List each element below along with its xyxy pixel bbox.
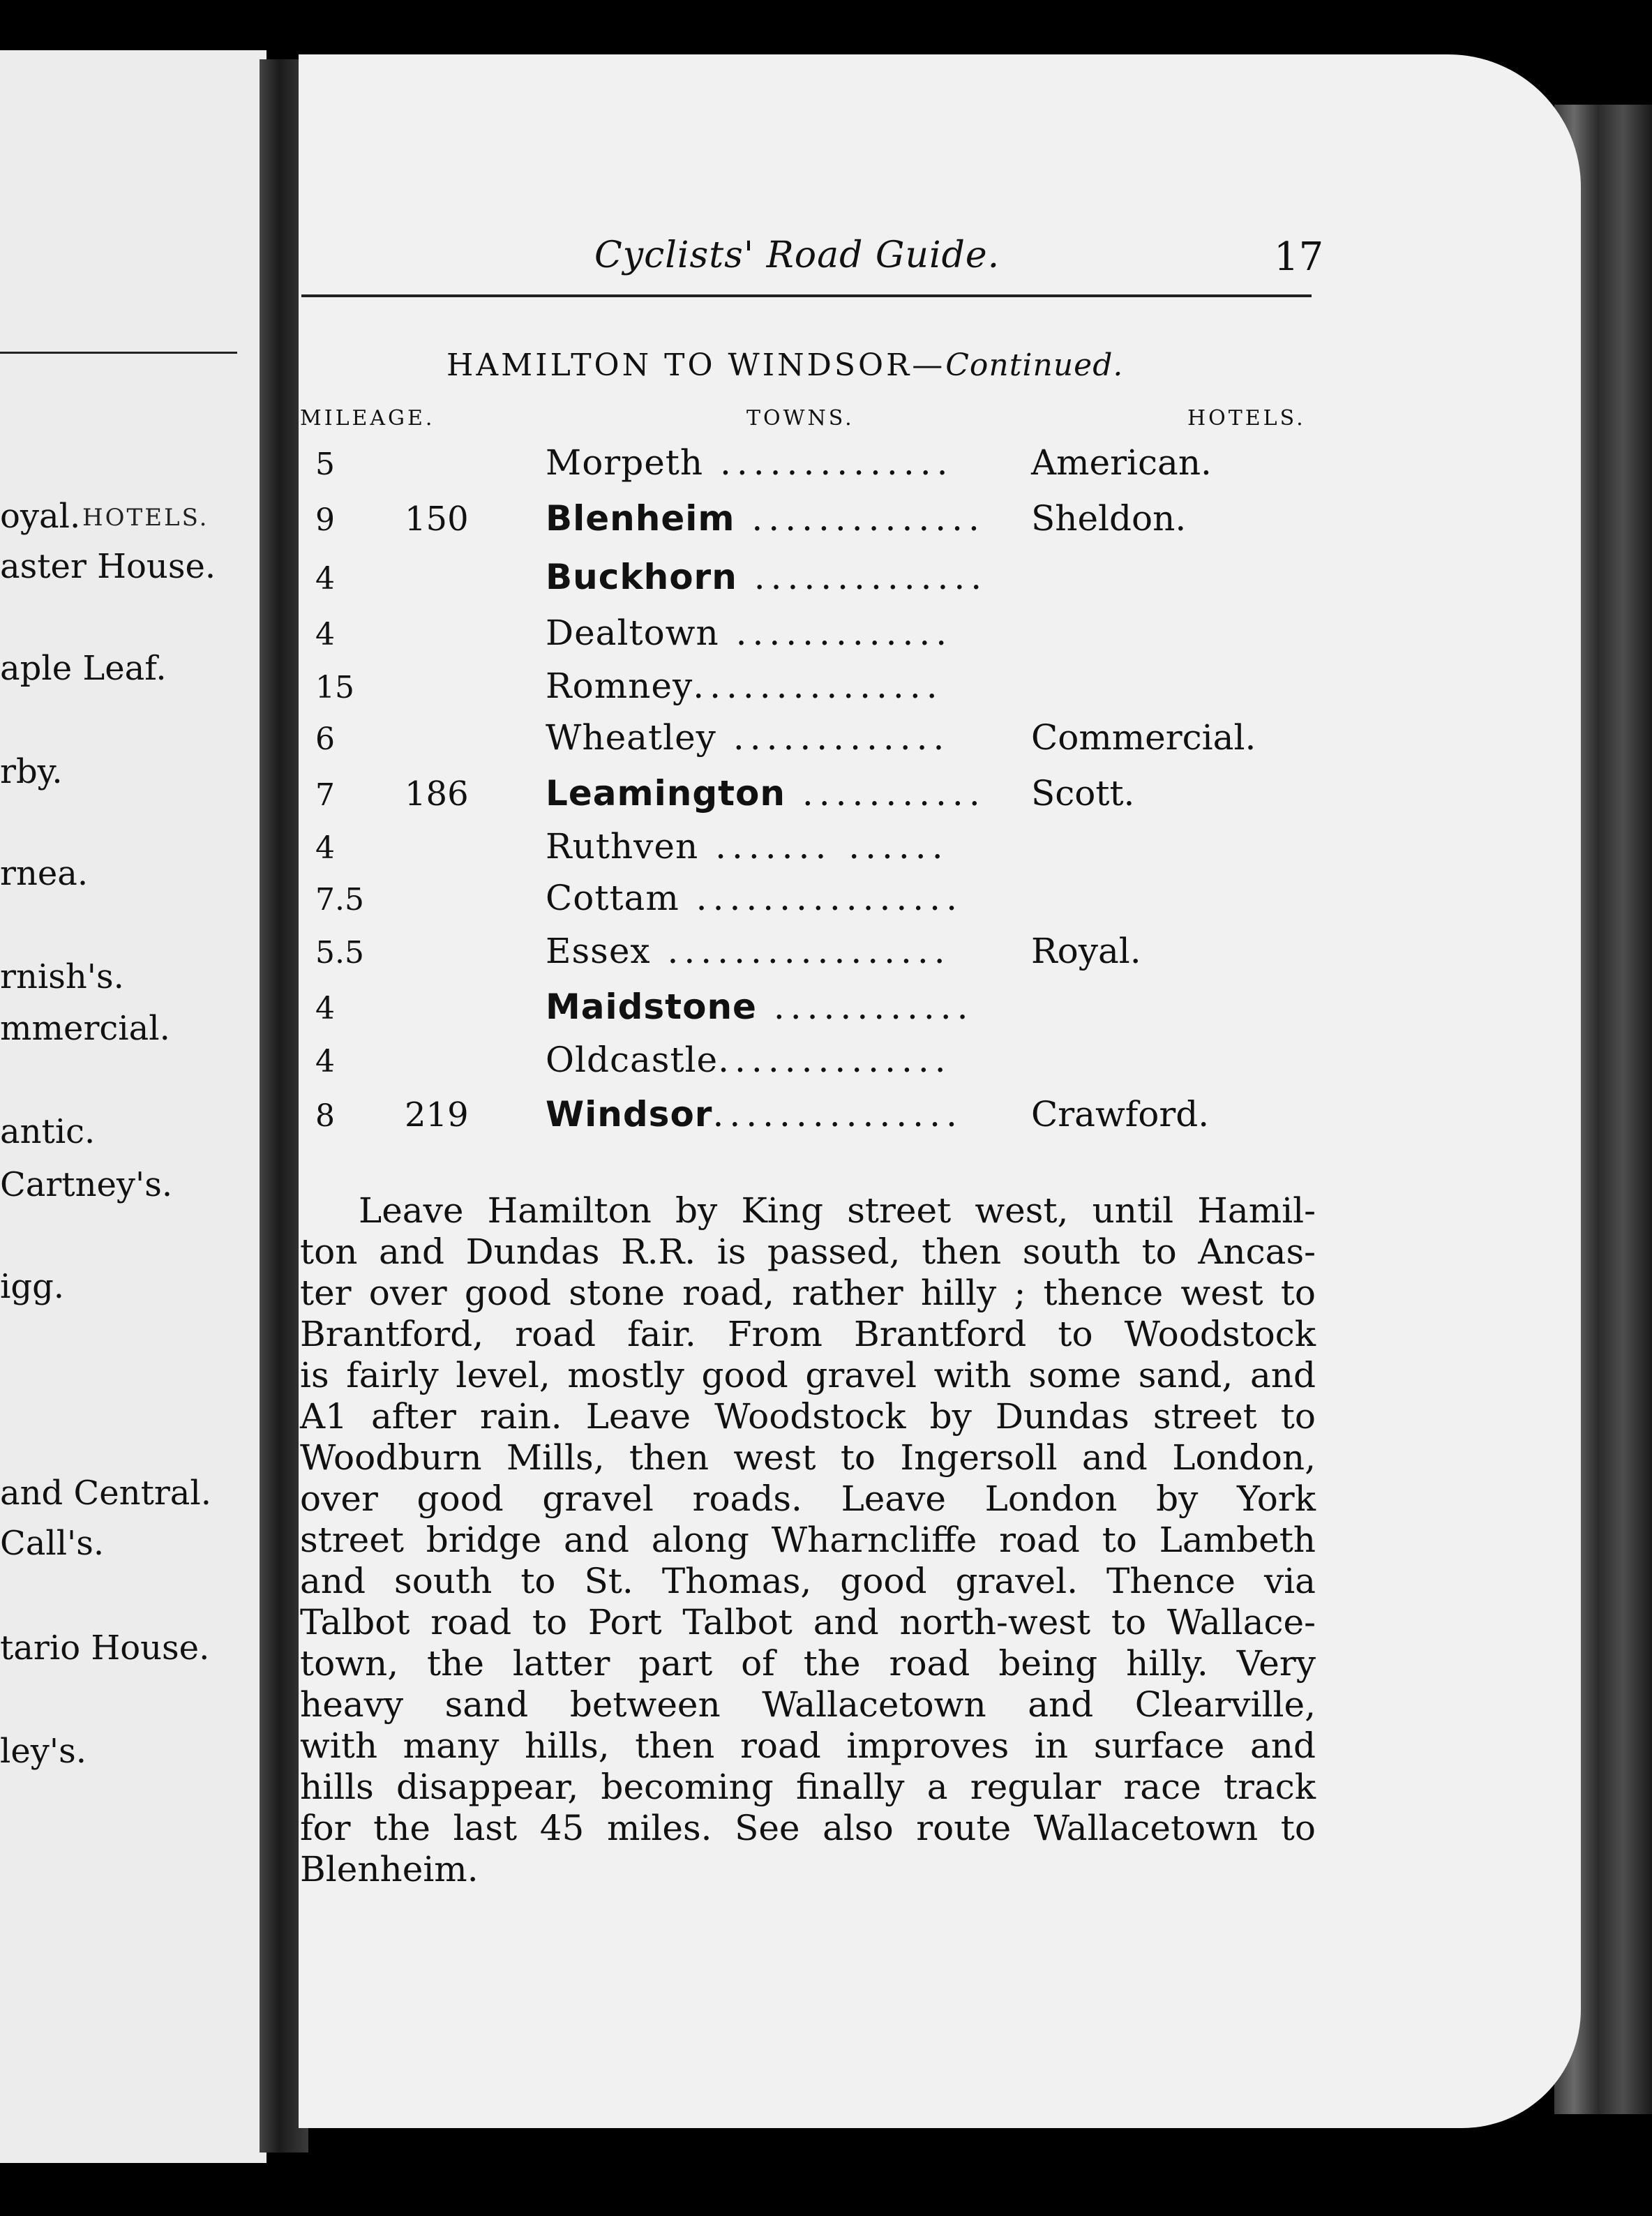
dot-leader: ............. xyxy=(719,613,953,653)
left-fragment: aster House. xyxy=(0,547,216,586)
town-label: Maidstone xyxy=(546,987,757,1027)
hotel-name: Sheldon. xyxy=(1031,498,1187,539)
segment-miles: 4 xyxy=(315,991,335,1026)
paragraph-line: Woodburn Mills, then west to Ingersoll and London, xyxy=(300,1437,1316,1478)
town-label: Wheatley xyxy=(546,717,716,758)
route-description xyxy=(300,1190,1316,1890)
town-name xyxy=(546,987,974,1027)
paragraph-line: town, the latter part of the road being hilly. Very xyxy=(300,1643,1316,1684)
segment-miles: 6 xyxy=(315,721,335,757)
table-row xyxy=(0,773,1326,822)
dot-leader: ................ xyxy=(679,878,963,918)
table-row xyxy=(0,498,1326,547)
hotel-name: Scott. xyxy=(1031,773,1135,814)
table-row xyxy=(0,717,1326,766)
town-label: Essex xyxy=(546,931,651,971)
town-name xyxy=(546,717,949,758)
left-fragment: rnish's. xyxy=(0,957,124,996)
table-row xyxy=(0,1094,1326,1143)
left-hotels-header: HOTELS. xyxy=(82,504,209,532)
paragraph-line: A1 after rain. Leave Woodstock by Dundas street to xyxy=(300,1396,1316,1437)
town-name xyxy=(546,498,985,539)
dot-leader: ............. xyxy=(716,717,950,758)
hotels-column-header: HOTELS. xyxy=(1187,406,1306,431)
cumulative-miles: 219 xyxy=(405,1095,469,1135)
town-name xyxy=(546,1094,963,1135)
town-name xyxy=(546,666,943,706)
left-fragment: aple Leaf. xyxy=(0,649,167,688)
route-title xyxy=(446,347,1123,383)
left-fragment: Cartney's. xyxy=(0,1165,173,1204)
table-row xyxy=(0,442,1326,491)
segment-miles: 7.5 xyxy=(315,882,364,918)
hotel-name: Royal. xyxy=(1031,931,1141,971)
left-fragment: and Central. xyxy=(0,1474,212,1513)
page-number: 17 xyxy=(1274,234,1324,280)
paragraph-line: for the last 45 miles. See also route Wallacetown to xyxy=(300,1808,1316,1848)
left-fragment: tario House. xyxy=(0,1629,210,1668)
towns-column-header: TOWNS. xyxy=(746,406,855,431)
left-fragment: oyal. xyxy=(0,497,81,536)
dot-leader: .............. xyxy=(703,442,954,483)
town-name xyxy=(546,773,986,814)
paragraph-line: Talbot road to Port Talbot and north-west to Wallace- xyxy=(300,1602,1316,1642)
paragraph-line: heavy sand between Wallacetown and Clearville, xyxy=(300,1684,1316,1725)
segment-miles: 4 xyxy=(315,617,335,652)
paragraph-line: over good gravel roads. Leave London by York xyxy=(300,1478,1316,1519)
route-title-main: HAMILTON TO WINDSOR— xyxy=(446,347,946,383)
segment-miles: 5.5 xyxy=(315,935,364,971)
town-name xyxy=(546,613,952,653)
segment-miles: 4 xyxy=(315,1044,335,1079)
left-fragment: igg. xyxy=(0,1267,65,1306)
left-fragment: antic. xyxy=(0,1112,96,1151)
segment-miles: 9 xyxy=(315,502,335,538)
town-label: Buckhorn xyxy=(546,557,737,597)
segment-miles: 8 xyxy=(315,1098,335,1134)
dot-leader: .............. xyxy=(718,1040,952,1080)
hotel-name: Crawford. xyxy=(1031,1094,1210,1135)
paragraph-line: ter over good stone road, rather hilly ; thence west to xyxy=(300,1273,1316,1313)
hotel-name: American. xyxy=(1031,442,1212,483)
town-label: Ruthven xyxy=(546,826,699,867)
segment-miles: 4 xyxy=(315,830,335,866)
paragraph-line: Blenheim. xyxy=(300,1849,479,1889)
town-name xyxy=(546,931,951,971)
left-fragment: ley's. xyxy=(0,1732,87,1771)
mileage-column-header: MILEAGE. xyxy=(300,406,435,431)
paragraph-line: Brantford, road fair. From Brantford to Woodstock xyxy=(300,1314,1316,1354)
segment-miles: 7 xyxy=(315,777,335,813)
town-label: Oldcastle xyxy=(546,1040,719,1080)
left-header-rule xyxy=(0,352,237,354)
town-name xyxy=(546,442,954,483)
paragraph-line: hills disappear, becoming finally a regular race track xyxy=(300,1767,1316,1807)
left-fragment: rnea. xyxy=(0,854,89,893)
town-label: Blenheim xyxy=(546,498,735,539)
segment-miles: 15 xyxy=(315,670,354,705)
cumulative-miles: 150 xyxy=(405,500,469,539)
town-name xyxy=(546,878,963,918)
left-fragment: mmercial. xyxy=(0,1009,170,1048)
paragraph-line: street bridge and along Wharncliffe road to Lambeth xyxy=(300,1520,1316,1560)
table-row xyxy=(0,878,1326,927)
town-name xyxy=(546,826,949,867)
town-label: Cottam xyxy=(546,878,679,918)
cumulative-miles: 186 xyxy=(405,774,469,814)
table-row xyxy=(0,987,1326,1035)
hotel-name: Commercial. xyxy=(1031,717,1256,758)
paragraph-line: is fairly level, mostly good gravel with some sand, and xyxy=(300,1355,1316,1395)
town-label: Leamington xyxy=(546,773,786,814)
header-rule xyxy=(301,294,1312,297)
table-row xyxy=(0,826,1326,875)
running-title: Cyclists' Road Guide. xyxy=(594,234,1000,276)
table-row xyxy=(0,1040,1326,1088)
paragraph-line: and south to St. Thomas, good gravel. Thence via xyxy=(300,1561,1316,1601)
table-row xyxy=(0,557,1326,606)
dot-leader: ................. xyxy=(650,931,951,971)
segment-miles: 5 xyxy=(315,447,335,482)
table-row xyxy=(0,931,1326,980)
left-fragment: Call's. xyxy=(0,1524,105,1563)
town-name xyxy=(546,1040,952,1080)
table-row xyxy=(0,666,1326,714)
dot-leader: .............. xyxy=(735,498,985,539)
dot-leader: ........... xyxy=(785,773,986,814)
dot-leader: ....... ...... xyxy=(698,826,949,867)
town-label: Windsor xyxy=(546,1094,713,1135)
dot-leader: ............... xyxy=(693,666,943,706)
dot-leader: ............ xyxy=(756,987,974,1027)
paragraph-line: ton and Dundas R.R. is passed, then south to Ancas- xyxy=(300,1231,1316,1272)
paragraph-line: with many hills, then road improves in surface and xyxy=(300,1725,1316,1766)
dot-leader: .............. xyxy=(737,557,988,597)
table-row xyxy=(0,613,1326,661)
town-label: Dealtown xyxy=(546,613,719,653)
dot-leader: ............... xyxy=(712,1094,963,1135)
town-label: Romney xyxy=(546,666,693,706)
town-label: Morpeth xyxy=(546,442,704,483)
route-title-continued: Continued. xyxy=(945,347,1124,383)
segment-miles: 4 xyxy=(315,561,335,597)
town-name xyxy=(546,557,987,597)
paragraph-line: Leave Hamilton by King street west, until Hamil- xyxy=(359,1190,1316,1231)
left-fragment: rby. xyxy=(0,752,63,791)
